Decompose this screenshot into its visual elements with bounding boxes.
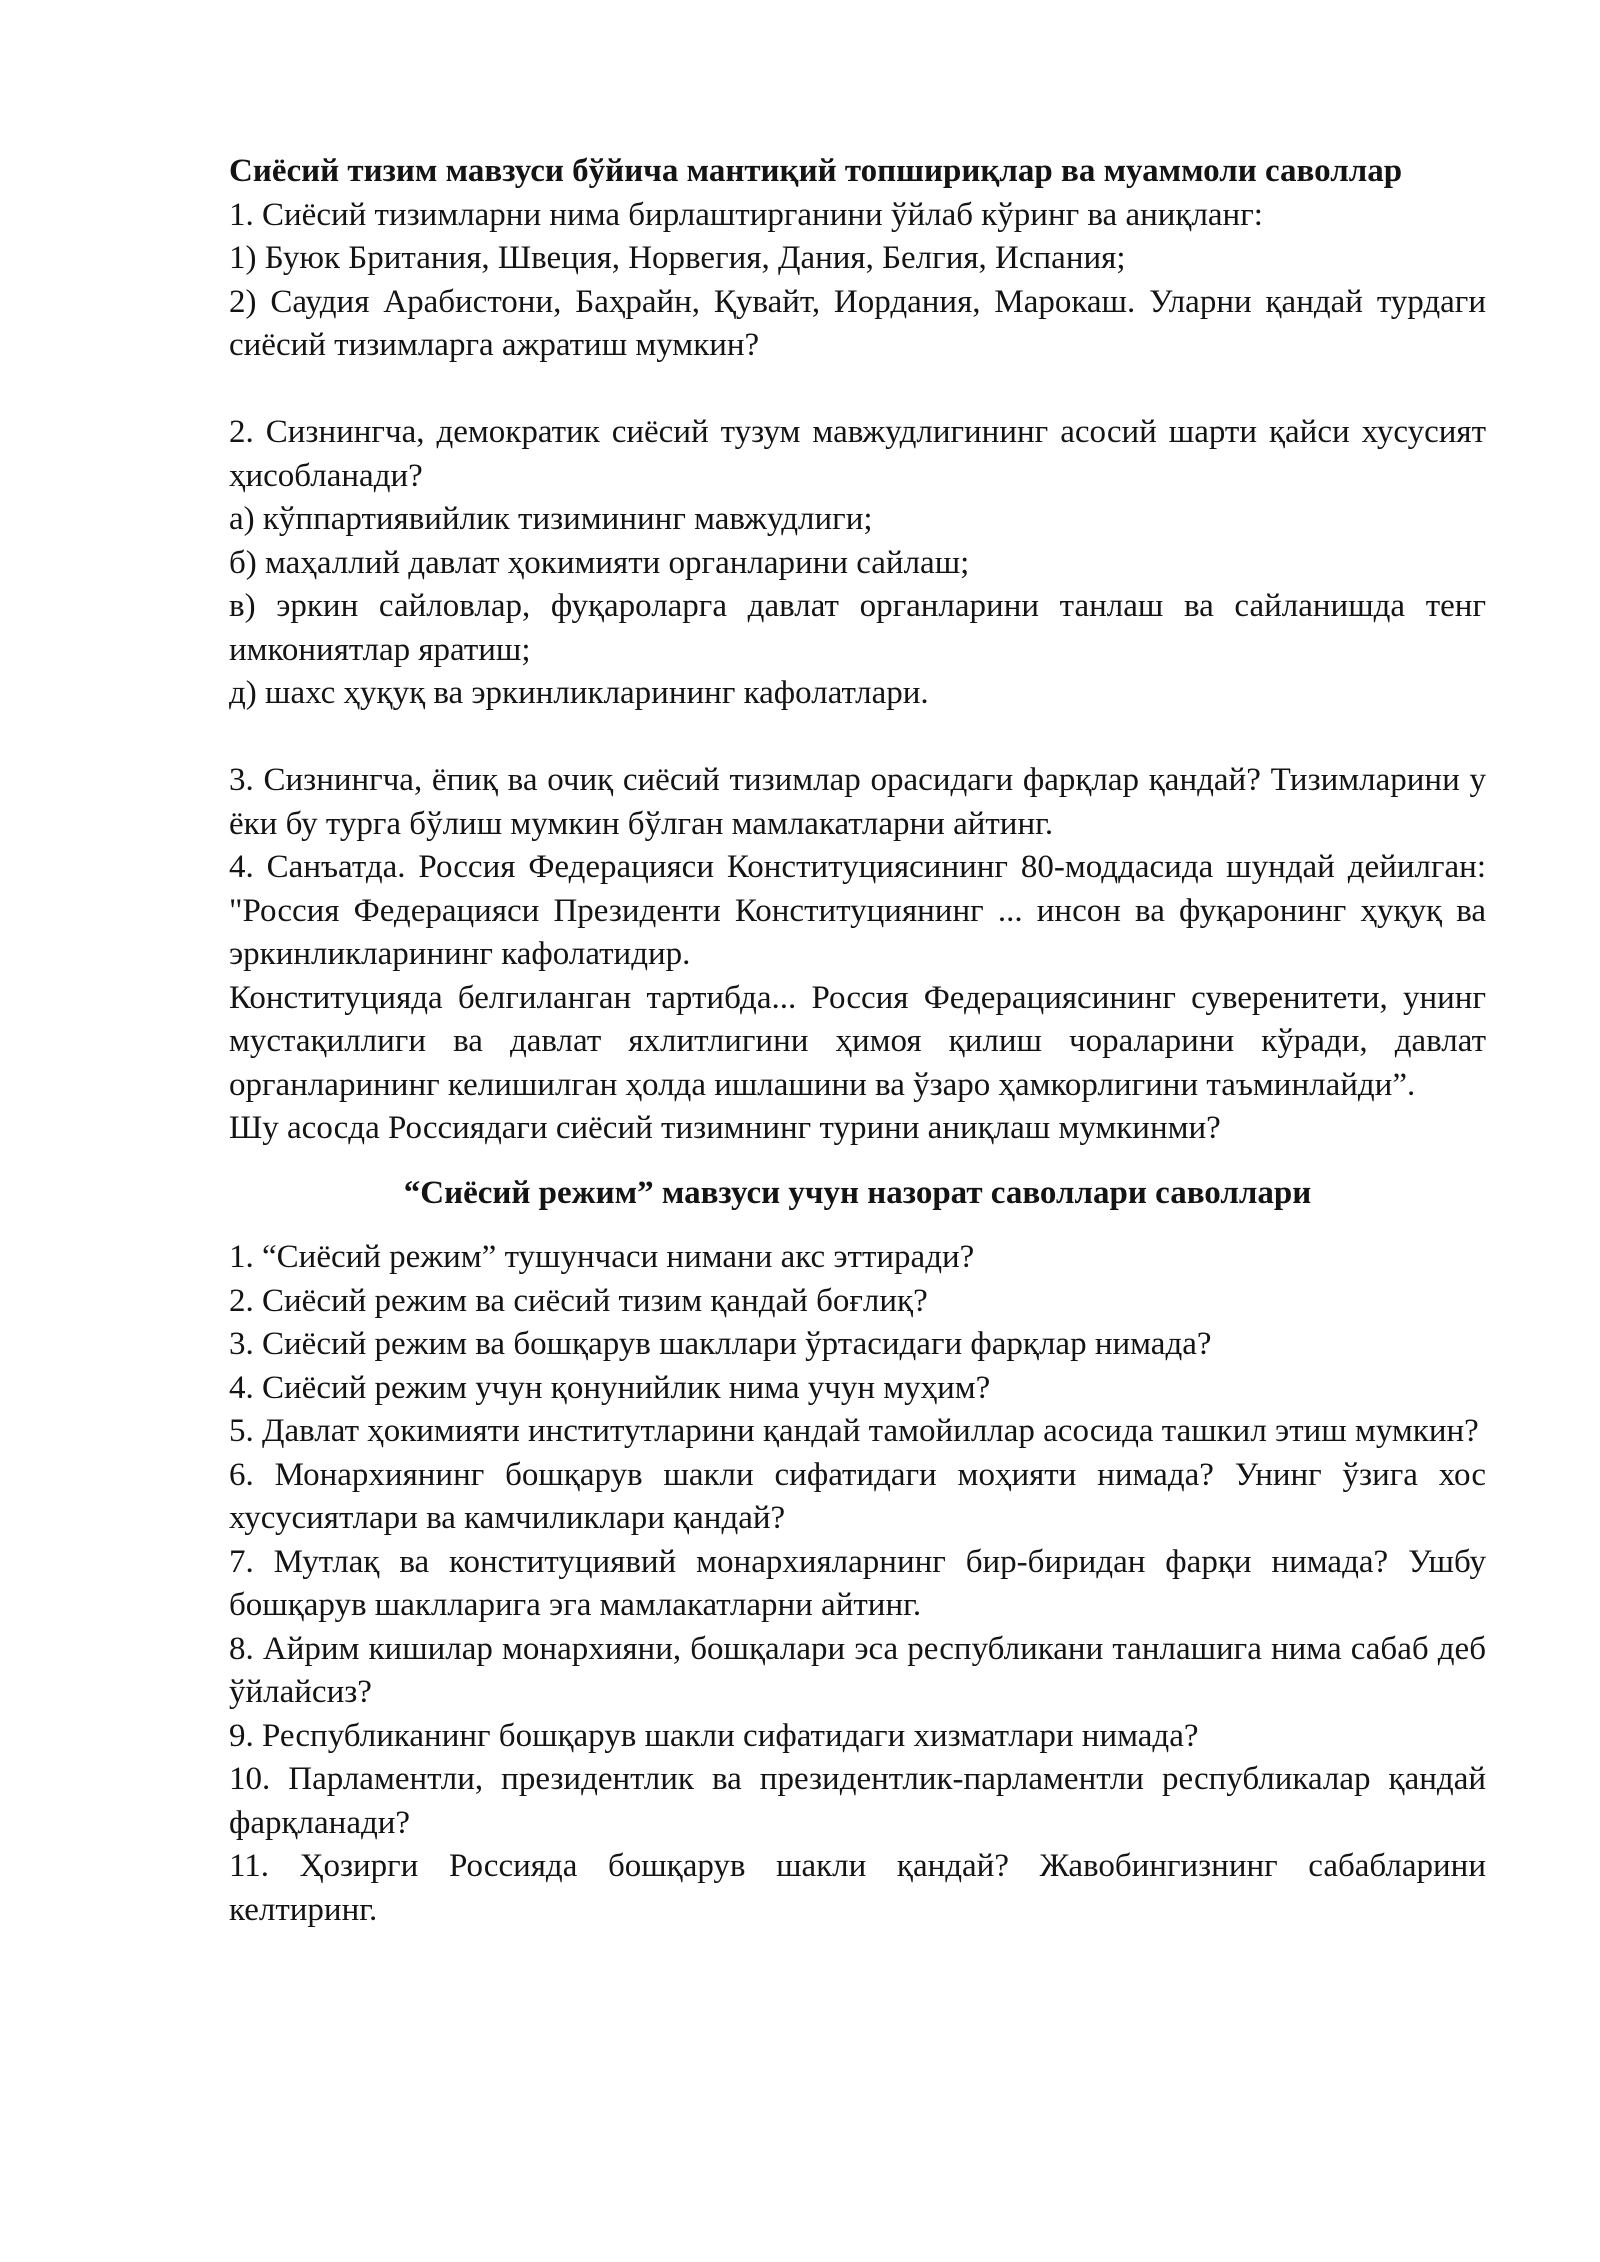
- question-2-option-b: б) маҳаллий давлат ҳокимияти органларини сайлаш;: [229, 544, 970, 581]
- control-question: 1. “Сиёсий режим” тушунчаси нимани акс эттиради?: [229, 1239, 975, 1275]
- control-question: 8. Айрим кишилар монархияни, бошқалари эса республикани танлашига нима сабаб деб ўйлайсиз?: [229, 1630, 1486, 1710]
- question-4-paragraph-2: Конституцияда белгиланган тартибда... Россия Федерациясининг суверенитети, унинг мустақиллиги ва давлат яхлитлигини ҳимоя қилиш чораларини кўради, давлат органларининг келишилган ҳолда ишлашини ва ўзаро ҳамкорлигини таъминлайди”.: [229, 979, 1486, 1103]
- control-question: 2. Сиёсий режим ва сиёсий тизим қандай боғлиқ?: [229, 1282, 928, 1319]
- document-page: [229, 150, 1486, 1932]
- section1-title: Сиёсий тизим мавзуси бўйича мантиқий топшириқлар ва муаммоли саволлар: [229, 153, 1403, 189]
- spacer: [229, 1215, 1486, 1236]
- question-2-option-a: а) кўппартиявийлик тизимининг мавжудлиги;: [229, 501, 873, 537]
- control-question: 9. Республиканинг бошқарув шакли сифатидаги хизматлари нимада?: [229, 1717, 1199, 1754]
- control-question: 7. Мутлақ ва конституциявий монархияларнинг бир-биридан фарқи нимада? Ушбу бошқарув шаклларига эга мамлакатларни айтинг.: [229, 1543, 1486, 1623]
- question-1-item-2: 2) Саудия Арабистони, Баҳрайн, Қувайт, Иордания, Марокаш. Уларни қандай турдаги сиёсий тизимларга ажратиш мумкин?: [229, 283, 1486, 363]
- question-2: 2. Сизнингча, демократик сиёсий тузум мавжудлигининг асосий шарти қайси хусусият ҳисобланади?: [229, 414, 1486, 494]
- question-4-paragraph-1: 4. Санъатда. Россия Федерацияси Конституциясининг 80-моддасида шундай дейилган: "Россия Федерацияси Президенти Конституциянинг ... инсон ва фуқаронинг ҳуқуқ ва эркинликларининг кафолатидир.: [229, 849, 1486, 972]
- control-question: 3. Сиёсий режим ва бошқарув шакллари ўртасидаги фарқлар нимада?: [229, 1326, 1212, 1362]
- spacer: [229, 1151, 1486, 1172]
- control-question: 5. Давлат ҳокимияти институтларини қандай тамойиллар асосида ташкил этиш мумкин?: [229, 1413, 1479, 1449]
- spacer: [229, 716, 1486, 760]
- section2-title: “Сиёсий режим” мавзуси учун назорат саволлари саволлари: [403, 1174, 1312, 1211]
- control-question: 10. Парламентли, президентлик ва президентлик-парламентли республикалар қандай фарқланади?: [229, 1761, 1486, 1841]
- control-question: 6. Монархиянинг бошқарув шакли сифатидаги моҳияти нимада? Унинг ўзига хос хусусиятлари ва камчиликлари қандай?: [229, 1456, 1486, 1536]
- question-2-option-c: в) эркин сайловлар, фуқароларга давлат органларини танлаш ва сайланишда тенг имкониятлар яратиш;: [229, 588, 1486, 668]
- question-3: 3. Сизнингча, ёпиқ ва очиқ сиёсий тизимлар орасидаги фарқлар қандай? Тизимларини у ёки бу турга бўлиш мумкин бўлган мамлакатларни айтинг.: [229, 762, 1486, 842]
- question-2-option-d: д) шахс ҳуқуқ ва эркинликларининг кафолатлари.: [229, 675, 929, 711]
- question-1: 1. Сиёсий тизимларни нима бирлаштирганини ўйлаб кўринг ва аниқланг:: [229, 196, 1263, 233]
- question-4-paragraph-3: Шу асосда Россиядаги сиёсий тизимнинг турини аниқлаш мумкинми?: [229, 1110, 1221, 1146]
- control-question: 11. Ҳозирги Россияда бошқарув шакли қандай? Жавобингизнинг сабабларини келтиринг.: [229, 1848, 1486, 1928]
- control-question: 4. Сиёсий режим учун қонунийлик нима учун муҳим?: [229, 1369, 991, 1406]
- question-1-item-1: 1) Буюк Британия, Швеция, Норвегия, Дания, Белгия, Испания;: [229, 240, 1126, 276]
- spacer: [229, 368, 1486, 412]
